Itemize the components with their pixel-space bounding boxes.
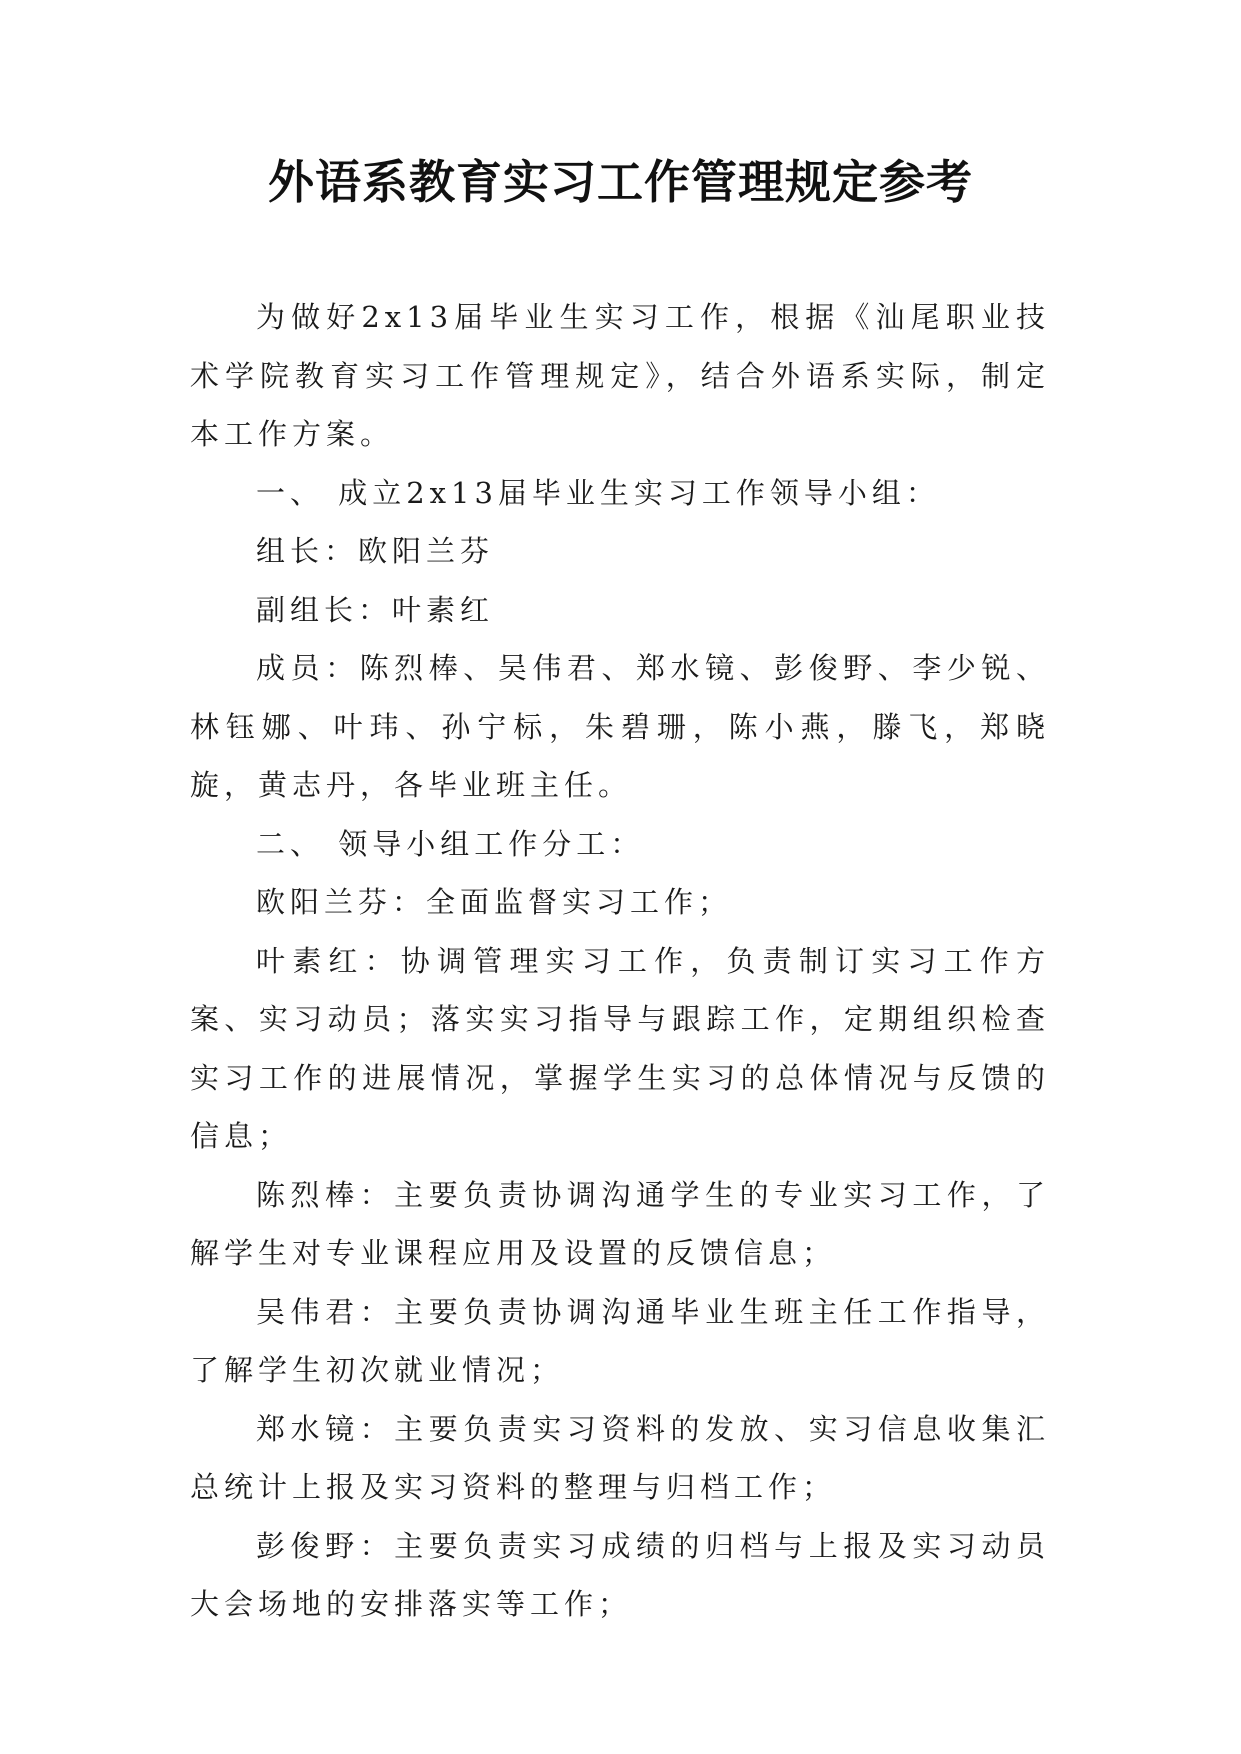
paragraph-duty-ye: 叶素红：协调管理实习工作，负责制订实习工作方案、实习动员；落实实习指导与跟踪工作，定期组织检查实习工作的进展情况，掌握学生实习的总体情况与反馈的信息； [190,943,1050,1153]
document-body [190,288,1050,1634]
paragraph-members: 成员：陈烈棒、吴伟君、郑水镜、彭俊野、李少锐、林钰娜、叶玮、孙宁标，朱碧珊，陈小燕，滕飞，郑晓旋，黄志丹，各毕业班主任。 [190,651,1050,802]
paragraph-section-two-heading: 二、 领导小组工作分工： [256,826,645,861]
paragraph-duty-peng: 彭俊野：主要负责实习成绩的归档与上报及实习动员大会场地的安排落实等工作； [190,1528,1050,1621]
paragraph-section-one-heading: 一、 成立2x13届毕业生实习工作领导小组： [256,475,940,510]
document-title: 外语系教育实习工作管理规定参考 [268,155,973,209]
paragraph-group-leader: 组长：欧阳兰芬 [256,534,495,568]
paragraph-duty-wu: 吴伟君：主要负责协调沟通毕业生班主任工作指导，了解学生初次就业情况； [190,1294,1050,1387]
paragraph-duty-ouyang: 欧阳兰芬：全面监督实习工作； [256,885,733,919]
paragraph-duty-chen: 陈烈棒：主要负责协调沟通学生的专业实习工作，了解学生对专业课程应用及设置的反馈信息； [190,1177,1050,1270]
paragraph-deputy-leader: 副组长：叶素红 [256,592,495,627]
paragraph-intro: 为做好2x13届毕业生实习工作，根据《汕尾职业技术学院教育实习工作管理规定》，结合外语系实际，制定本工作方案。 [190,300,1050,451]
paragraph-duty-zheng: 郑水镜：主要负责实习资料的发放、实习信息收集汇总统计上报及实习资料的整理与归档工作； [190,1411,1050,1504]
